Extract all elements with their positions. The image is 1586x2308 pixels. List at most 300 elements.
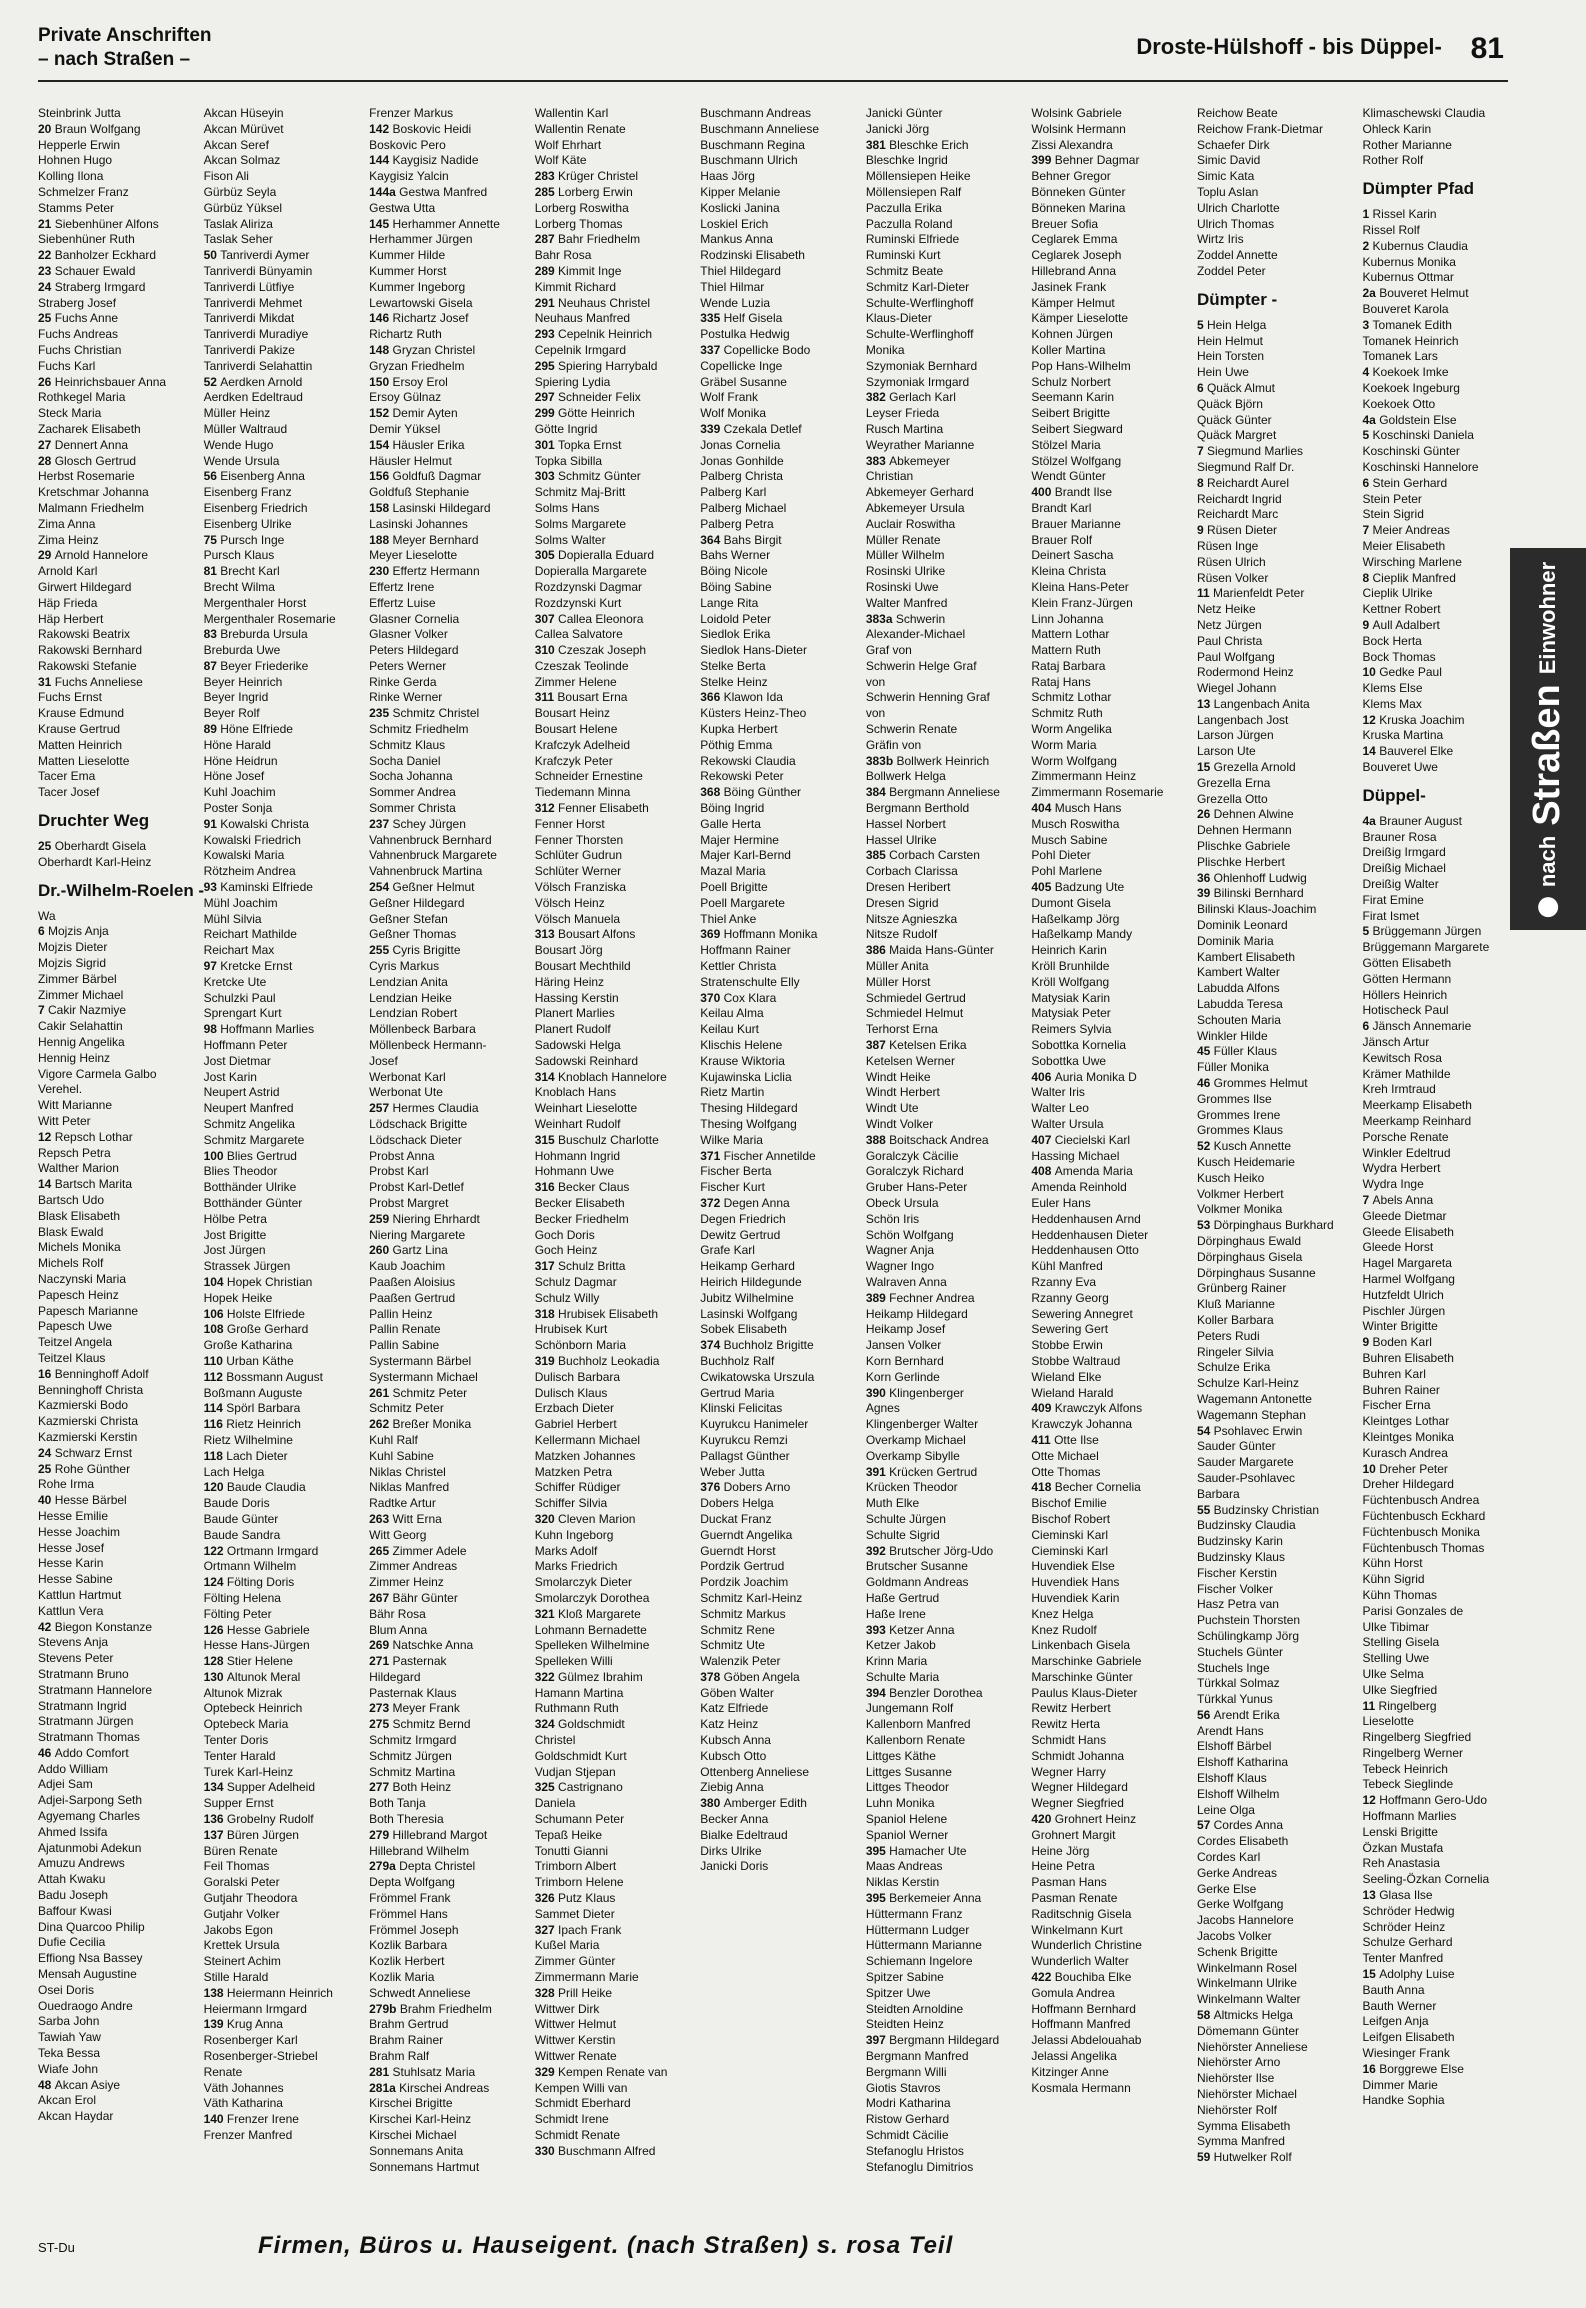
house-number: 394 — [865, 1685, 890, 1700]
resident-entry: Rissel Rolf — [1362, 222, 1420, 237]
resident-entry: Rataj Barbara — [1031, 658, 1106, 673]
street-heading: Dümpter - — [1196, 289, 1278, 309]
resident-entry: Schmelzer Franz — [38, 184, 129, 199]
resident-entry: Tanriverdi Mikdat — [203, 311, 295, 326]
resident-entry: Huvendiek Else — [1031, 1559, 1115, 1574]
resident-entry: Marks Friedrich — [534, 1559, 618, 1574]
house-number: 275 — [369, 1717, 393, 1732]
resident-entry: 312 Fenner Elisabeth — [534, 801, 649, 816]
resident-entry: 337 Copellicke Bodo — [700, 342, 811, 357]
resident-entry: Tiedemann Minna — [534, 785, 631, 800]
resident-entry: Wiafe John — [38, 2061, 99, 2076]
resident-entry: Steidten Heinz — [865, 2017, 944, 2032]
resident-entry: Stratmann Thomas — [38, 1730, 140, 1745]
resident-entry: Hopek Heike — [203, 1290, 273, 1305]
resident-entry: Plischke Herbert — [1196, 854, 1285, 869]
resident-entry: Marschinke Günter — [1031, 1669, 1133, 1684]
resident-entry: Firat Ismet — [1362, 908, 1420, 923]
resident-entry: 26 Heinrichsbauer Anna — [38, 374, 167, 389]
resident-entry: Ketelsen Werner — [865, 1053, 955, 1068]
resident-entry: 10 Dreher Peter — [1362, 1461, 1448, 1476]
resident-entry: Worm Angelika — [1031, 722, 1112, 737]
resident-entry: Zima Heinz — [38, 532, 99, 547]
resident-entry: Linn Johanna — [1031, 611, 1104, 626]
house-number: 364 — [700, 532, 724, 547]
resident-entry: Brahm Rainer — [369, 2033, 444, 2048]
house-number: 271 — [369, 1654, 393, 1669]
resident-entry: Cyris Markus — [369, 959, 440, 974]
resident-entry: Reh Anastasia — [1362, 1856, 1440, 1871]
resident-entry: Labudda Teresa — [1196, 997, 1283, 1012]
resident-entry: 289 Kimmit Inge — [534, 263, 622, 278]
resident-entry: Buschmann Ulrich — [700, 153, 798, 168]
resident-entry: Zimmer Michael — [38, 987, 124, 1002]
resident-entry: Kallenborn Renate — [865, 1733, 966, 1748]
resident-entry: Linkenbach Gisela — [1031, 1638, 1131, 1653]
resident-entry: Botthänder Ulrike — [203, 1180, 297, 1195]
house-number: 48 — [38, 2077, 55, 2092]
house-number: 10 — [1362, 1461, 1380, 1476]
resident-entry: Glasner Volker — [369, 627, 448, 642]
resident-entry: Wa — [38, 908, 56, 923]
house-number: 120 — [203, 1480, 227, 1495]
resident-entry: Effiong Nsa Bassey — [38, 1951, 143, 1966]
house-number: 392 — [865, 1543, 890, 1558]
resident-entry: Copellicke Inge — [700, 358, 783, 373]
resident-entry: Kleina Hans-Peter — [1031, 579, 1129, 594]
resident-entry: Goralczyk Richard — [865, 1164, 964, 1179]
resident-entry: Winkler Edeltrud — [1362, 1145, 1451, 1160]
resident-entry: Wagner Anja — [865, 1243, 935, 1258]
resident-entry: Haßelkamp Mandy — [1031, 927, 1133, 942]
resident-entry: Cakir Selahattin — [38, 1019, 123, 1034]
resident-entry: 28 Glosch Gertrud — [38, 453, 137, 468]
resident-entry: 13 Langenbach Anita — [1196, 696, 1310, 711]
house-number: 126 — [203, 1622, 227, 1637]
resident-entry: Lasinski Johannes — [369, 516, 468, 531]
resident-entry: Rusch Martina — [865, 421, 944, 436]
resident-entry: Verehel. — [38, 1082, 83, 1097]
resident-entry: Littges Theodor — [865, 1780, 949, 1795]
resident-entry: Rakowski Beatrix — [38, 627, 131, 642]
resident-entry: Weyrather Marianne — [865, 437, 975, 452]
resident-entry: Hesse Hans-Jürgen — [203, 1638, 310, 1653]
resident-entry: Demir Yüksel — [369, 421, 441, 436]
resident-entry: Niklas Manfred — [369, 1480, 450, 1495]
resident-entry: 307 Callea Eleonora — [534, 611, 644, 626]
resident-entry: Pasman Renate — [1031, 1891, 1118, 1906]
resident-entry: Lange Rita — [700, 595, 759, 610]
resident-entry: Erzbach Dieter — [534, 1401, 615, 1416]
resident-entry: Graf von — [865, 643, 912, 658]
resident-entry: Osei Doris — [38, 1982, 95, 1997]
resident-entry: Schiemann Ingelore — [865, 1954, 973, 1969]
resident-entry: 188 Meyer Bernhard — [369, 532, 479, 547]
resident-entry: Paaßen Gertrud — [369, 1290, 456, 1305]
resident-entry: Peters Werner — [369, 658, 447, 673]
resident-entry: Zima Anna — [38, 516, 96, 531]
resident-entry: Abkemeyer Gerhard — [865, 485, 974, 500]
resident-entry: Hoffmann Rainer — [700, 943, 791, 958]
house-number: 137 — [203, 1827, 227, 1842]
resident-entry: Füchtenbusch Thomas — [1362, 1540, 1485, 1555]
resident-entry: Koller Martina — [1031, 342, 1106, 357]
resident-entry: 114 Spörl Barbara — [203, 1401, 301, 1416]
house-number: 312 — [534, 801, 559, 816]
resident-entry: Hölbe Petra — [203, 1211, 267, 1226]
resident-entry: Kühn Thomas — [1362, 1587, 1437, 1602]
house-number: 295 — [534, 358, 559, 373]
resident-entry: Gleede Dietmar — [1362, 1208, 1447, 1223]
resident-entry: Schmitz Jürgen — [369, 1748, 452, 1763]
resident-entry: Schönborn Maria — [534, 1338, 627, 1353]
house-number: 75 — [203, 532, 221, 547]
resident-entry: Altunok Mizrak — [203, 1685, 283, 1700]
resident-entry: Lödschack Brigitte — [369, 1117, 468, 1131]
resident-entry: Heinrich Karin — [1031, 943, 1107, 958]
resident-entry: 144 Kaygisiz Nadide — [369, 153, 479, 168]
resident-entry: Breuer Sofia — [1031, 216, 1099, 231]
resident-entry: Krettek Ursula — [203, 1938, 280, 1953]
resident-entry: 93 Kaminski Elfriede — [203, 880, 313, 895]
resident-entry: Bönneken Marina — [1031, 200, 1126, 215]
resident-entry: Socha Johanna — [369, 769, 453, 784]
resident-entry: Hohnen Hugo — [38, 153, 113, 168]
resident-entry: Ceglarek Emma — [1031, 232, 1118, 247]
resident-entry: Hesse Josef — [38, 1540, 105, 1555]
resident-entry: Czeszak Teolinde — [534, 658, 629, 673]
resident-entry: Terhorst Erna — [865, 1022, 938, 1037]
resident-entry: Koschinski Günter — [1362, 444, 1460, 459]
resident-entry: Becker Anna — [700, 1812, 769, 1827]
resident-entry: 12 Kruska Joachim — [1362, 712, 1465, 727]
footer-code: ST-Du — [38, 2240, 75, 2255]
house-number: 134 — [203, 1780, 227, 1795]
house-number: 89 — [203, 722, 221, 737]
resident-entry: Fuchs Christian — [38, 342, 122, 357]
resident-entry: Wegner Harry — [1031, 1764, 1106, 1779]
resident-entry: Haas Jörg — [700, 169, 755, 184]
resident-entry: Guerndt Angelika — [700, 1527, 793, 1542]
resident-entry: 136 Grobelny Rudolf — [203, 1812, 314, 1827]
resident-entry: Ketzer Jakob — [865, 1638, 936, 1653]
resident-entry: Handke Sophia — [1362, 2093, 1445, 2108]
resident-entry: Schröder Heinz — [1362, 1919, 1446, 1934]
resident-entry: 137 Büren Jürgen — [203, 1827, 299, 1842]
resident-entry: Mattern Ruth — [1031, 643, 1101, 658]
house-number: 297 — [534, 390, 559, 405]
resident-entry: Jacobs Volker — [1196, 1929, 1272, 1944]
resident-entry: Lewartowski Gisela — [369, 295, 473, 310]
resident-entry: Smolarczyk Dieter — [534, 1575, 633, 1590]
house-number: 158 — [369, 500, 393, 515]
house-number: 328 — [534, 1985, 559, 2000]
resident-entry: Korn Gerlinde — [865, 1369, 940, 1384]
resident-entry: Klingenberger Walter — [865, 1417, 979, 1432]
resident-entry: Galle Herta — [700, 816, 761, 831]
house-number: 93 — [203, 880, 221, 895]
resident-entry: Akcan Mürüvet — [203, 121, 284, 136]
house-number: 11 — [1196, 586, 1213, 601]
resident-entry: 154 Häusler Erika — [369, 437, 465, 452]
resident-entry: Mensah Augustine — [38, 1967, 137, 1982]
resident-entry: Dreher Hildegard — [1362, 1477, 1454, 1492]
resident-entry: Lendzian Anita — [369, 974, 448, 989]
house-number: 15 — [1362, 1967, 1380, 1982]
resident-entry: Walter Leo — [1031, 1101, 1089, 1116]
resident-entry: Hagel Margareta — [1362, 1256, 1452, 1271]
house-number: 390 — [865, 1385, 890, 1400]
resident-entry: 420 Grohnert Heinz — [1031, 1812, 1137, 1827]
resident-entry: Pasternak Klaus — [369, 1685, 457, 1700]
resident-entry: Lenski Brigitte — [1362, 1824, 1438, 1839]
house-number: 28 — [38, 453, 55, 468]
house-number: 277 — [369, 1780, 393, 1795]
resident-entry: 383 Abkemeyer — [865, 453, 950, 468]
resident-entry: Schwerin Renate — [865, 722, 958, 737]
resident-entry: Goch Doris — [534, 1227, 595, 1242]
resident-entry: Christian — [865, 469, 914, 484]
resident-entry: Kimmit Richard — [534, 279, 617, 294]
resident-entry: Ziebig Anna — [700, 1780, 764, 1795]
resident-entry: Reichardt Marc — [1196, 507, 1279, 522]
resident-entry: 8 Reichardt Aurel — [1196, 475, 1289, 490]
resident-entry: Porsche Renate — [1362, 1129, 1449, 1144]
house-number: 395 — [865, 1843, 890, 1858]
resident-entry: Kußel Maria — [534, 1938, 600, 1953]
resident-entry: Nitsze Agnieszka — [865, 911, 958, 926]
resident-entry: Pohl Marlene — [1031, 864, 1103, 879]
resident-entry: Quäck Margret — [1196, 428, 1277, 443]
resident-entry: Buschmann Anneliese — [700, 121, 819, 136]
resident-entry: Niehörster Rolf — [1196, 2102, 1277, 2117]
resident-entry: 53 Dörpinghaus Burkhard — [1196, 1218, 1334, 1233]
resident-entry: 21 Siebenhüner Alfons — [38, 216, 159, 231]
header-range — [1136, 34, 1508, 60]
house-number: 146 — [369, 311, 393, 326]
resident-entry: 386 Maida Hans-Günter — [865, 943, 994, 958]
resident-entry: Gürbüz Yüksel — [203, 200, 283, 215]
resident-entry: Systermann Michael — [369, 1369, 478, 1384]
resident-entry: Kempen Willi van — [534, 2080, 628, 2095]
resident-entry: Ringelberg Siegfried — [1362, 1730, 1472, 1745]
resident-entry: 3 Tomanek Edith — [1362, 317, 1452, 332]
resident-entry: Attah Kwaku — [38, 1872, 106, 1887]
resident-entry: 407 Ciecielski Karl — [1031, 1132, 1131, 1147]
resident-entry: Schiffer Rüdiger — [534, 1480, 621, 1495]
resident-entry: Korn Bernhard — [865, 1353, 944, 1368]
resident-entry: 46 Addo Comfort — [38, 1745, 129, 1760]
resident-entry: Stelling Uwe — [1362, 1651, 1430, 1666]
resident-entry: 269 Natschke Anna — [369, 1638, 474, 1653]
resident-entry: Kluß Marianne — [1196, 1297, 1275, 1312]
resident-entry: Teka Bessa — [38, 2046, 101, 2061]
resident-entry: Dominik Leonard — [1196, 918, 1288, 933]
resident-entry: Pallagst Günther — [700, 1448, 790, 1463]
resident-entry: 281a Kirschei Andreas — [369, 2080, 490, 2095]
resident-entry: Obeck Ursula — [865, 1195, 939, 1210]
house-number: 14 — [1362, 744, 1380, 759]
resident-entry: 25 Oberhardt Gisela — [38, 839, 147, 854]
resident-entry: 91 Kowalski Christa — [203, 816, 309, 831]
house-number: 91 — [203, 816, 221, 831]
resident-entry: Kretschmar Johanna — [38, 485, 149, 500]
resident-entry: 279 Hillebrand Margot — [369, 1827, 488, 1842]
resident-entry: Witt Marianne — [38, 1098, 113, 1113]
house-number: 9 — [1362, 1335, 1373, 1350]
resident-entry: 325 Castrignano — [534, 1780, 623, 1795]
resident-entry: Kubernus Ottmar — [1362, 270, 1454, 285]
resident-entry: Hein Helmut — [1196, 333, 1263, 348]
resident-entry: 130 Altunok Meral — [203, 1669, 301, 1684]
resident-entry: Gräfin von — [865, 737, 922, 752]
resident-entry: Vahnenbruck Margarete — [369, 848, 497, 863]
resident-entry: 83 Breburda Ursula — [203, 627, 308, 642]
resident-entry: Socha Daniel — [369, 753, 441, 768]
resident-entry: Hassing Michael — [1031, 1148, 1120, 1163]
resident-entry: 12 Hoffmann Gero-Udo — [1362, 1793, 1488, 1808]
resident-entry: Bousart Jörg — [534, 943, 603, 958]
house-number: 8 — [1362, 570, 1373, 585]
resident-entry: Koschinski Hannelore — [1362, 459, 1479, 474]
house-number: 13 — [1196, 696, 1214, 711]
house-number: 254 — [369, 880, 393, 895]
house-number: 59 — [1196, 2150, 1214, 2165]
resident-entry: Matten Lieselotte — [38, 753, 130, 768]
resident-entry: Worm Wolfgang — [1031, 753, 1117, 768]
resident-entry: Huvendiek Karin — [1031, 1590, 1120, 1605]
resident-entry: Rozdzynski Dagmar — [534, 579, 643, 594]
resident-entry: 395 Berkemeier Anna — [865, 1891, 982, 1906]
resident-entry: Bousart Helene — [534, 722, 618, 737]
house-number: 81 — [203, 564, 221, 579]
resident-entry: 271 Pasternak — [369, 1654, 447, 1669]
resident-entry: Jost Brigitte — [203, 1227, 267, 1242]
resident-entry: Duckat Franz — [700, 1511, 772, 1526]
resident-entry: 26 Dehnen Alwine — [1196, 807, 1294, 822]
resident-entry: Rzanny Georg — [1031, 1290, 1109, 1305]
resident-entry: 31 Fuchs Anneliese — [38, 674, 143, 689]
house-number: 383b — [865, 753, 897, 768]
resident-entry: von — [865, 706, 886, 721]
resident-entry: 235 Schmitz Christel — [369, 706, 480, 721]
resident-entry: Walter Ursula — [1031, 1117, 1104, 1131]
resident-entry: 254 Geßner Helmut — [369, 880, 475, 895]
directory-columns — [38, 106, 1508, 2175]
resident-entry: Wilke Maria — [700, 1132, 763, 1147]
house-number: 279 — [369, 1827, 393, 1842]
resident-entry: Witt Peter — [38, 1114, 91, 1129]
resident-entry: Jansen Volker — [865, 1338, 942, 1353]
resident-entry: 374 Buchholz Brigitte — [700, 1338, 814, 1353]
resident-entry: 279a Depta Christel — [369, 1859, 476, 1874]
directory-column — [204, 106, 350, 2175]
resident-entry: Paczulla Erika — [865, 200, 942, 215]
resident-entry: Leyser Frieda — [865, 406, 940, 421]
resident-entry: Fenner Horst — [534, 816, 605, 831]
resident-entry: Bock Herta — [1362, 633, 1422, 648]
house-number: 16 — [38, 1366, 55, 1381]
house-number: 116 — [203, 1417, 227, 1432]
resident-entry: Schulze Karl-Heinz — [1196, 1376, 1299, 1391]
resident-entry: Reichardt Ingrid — [1196, 491, 1282, 506]
resident-entry: 372 Degen Anna — [700, 1195, 790, 1210]
resident-entry: Sprengart Kurt — [203, 1006, 282, 1021]
resident-entry: Ottenberg Anneliese — [700, 1764, 809, 1779]
resident-entry: Sauder-Psohlavec — [1196, 1470, 1295, 1485]
resident-entry: Kusch Heidemarie — [1196, 1155, 1295, 1169]
resident-entry: Mühl Joachim — [203, 895, 278, 910]
resident-entry: Walenzik Peter — [700, 1654, 781, 1669]
resident-entry: Repsch Petra — [38, 1145, 111, 1160]
resident-entry: Brauer Rolf — [1031, 532, 1093, 547]
resident-entry: Blies Theodor — [203, 1164, 278, 1179]
house-number: 329 — [534, 2064, 559, 2079]
resident-entry: Lach Helga — [203, 1464, 265, 1479]
resident-entry: Auclair Roswitha — [865, 516, 956, 531]
house-number: 130 — [203, 1669, 227, 1684]
house-number: 21 — [38, 216, 55, 231]
resident-entry: Wende Luzia — [700, 295, 771, 310]
resident-entry: Szymoniak Bernhard — [865, 358, 978, 373]
resident-entry: Smolarczyk Dorothea — [534, 1590, 650, 1605]
resident-entry: Bock Thomas — [1362, 649, 1436, 664]
resident-entry: Heirich Hildegunde — [700, 1274, 802, 1289]
resident-entry: 2a Bouveret Helmut — [1362, 286, 1469, 301]
resident-entry: 46 Grommes Helmut — [1196, 1076, 1308, 1091]
resident-entry: Elshoff Klaus — [1196, 1771, 1267, 1786]
resident-entry: Vigore Carmela Galbo — [38, 1066, 157, 1081]
resident-entry: 5 Brüggemann Jürgen — [1362, 924, 1482, 939]
resident-entry: Sobottka Kornelia — [1031, 1038, 1127, 1053]
resident-entry: Wallentin Karl — [534, 106, 609, 120]
resident-entry: Wolf Ehrhart — [534, 137, 602, 152]
resident-entry: Dopieralla Margarete — [534, 564, 647, 579]
resident-entry: Both Theresia — [369, 1812, 444, 1827]
house-number: 324 — [534, 1717, 559, 1732]
resident-entry: Pöthig Emma — [700, 737, 773, 752]
resident-entry: Lieselotte — [1362, 1714, 1414, 1729]
resident-entry: 314 Knoblach Hannelore — [534, 1069, 667, 1084]
resident-entry: Völsch Heinz — [534, 895, 605, 910]
resident-entry: 313 Bousart Alfons — [534, 927, 636, 942]
resident-entry: Wydra Inge — [1362, 1177, 1424, 1192]
house-number: 4 — [1362, 365, 1373, 380]
resident-entry: Walter Iris — [1031, 1085, 1085, 1100]
resident-entry: Solms Walter — [534, 532, 606, 547]
house-number: 405 — [1031, 880, 1055, 895]
resident-entry: Kummer Ingeborg — [369, 279, 466, 294]
resident-entry: Schmidt Eberhard — [534, 2096, 631, 2111]
house-number: 6 — [1362, 475, 1373, 490]
resident-entry: Völsch Manuela — [534, 911, 621, 926]
resident-entry: Fischer Berta — [700, 1164, 772, 1179]
resident-entry: Kretcke Ute — [203, 974, 267, 989]
resident-entry: Buhren Rainer — [1362, 1382, 1440, 1397]
house-number: 408 — [1031, 1164, 1055, 1179]
resident-entry: 400 Brandt Ilse — [1031, 485, 1113, 500]
resident-entry: 8 Cieplik Manfred — [1362, 570, 1456, 585]
resident-entry: 7 Cakir Nazmiye — [38, 1003, 127, 1018]
resident-entry: Frömmel Joseph — [369, 1922, 459, 1937]
resident-entry: Stölzel Wolfgang — [1031, 453, 1122, 468]
resident-entry: Dörpinghaus Susanne — [1196, 1265, 1316, 1280]
resident-entry: Schwedt Anneliese — [369, 1985, 471, 2000]
resident-entry: Weber Jutta — [700, 1464, 765, 1479]
resident-entry: Strassek Jürgen — [203, 1259, 291, 1274]
resident-entry: Rother Marianne — [1362, 137, 1452, 152]
resident-entry: Niehörster Arno — [1196, 2055, 1281, 2070]
